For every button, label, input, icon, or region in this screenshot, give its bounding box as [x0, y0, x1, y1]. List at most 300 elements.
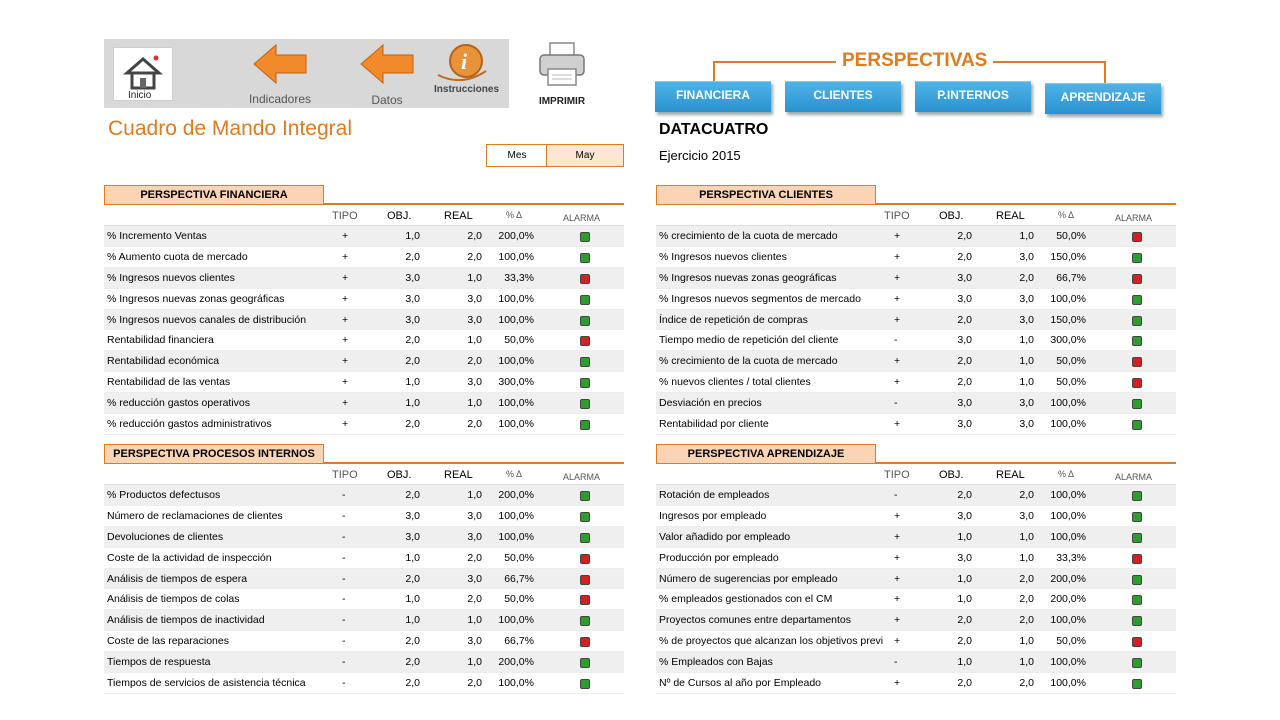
kpi-name: % reducción gastos administrativos [107, 418, 272, 431]
kpi-tipo: - [342, 614, 346, 627]
kpi-tipo: - [342, 551, 346, 564]
company-name: DATACUATRO [659, 121, 769, 138]
kpi-pct: 200,0% [1050, 572, 1086, 585]
kpi-obj: 3,0 [957, 509, 972, 522]
kpi-pct: 100,0% [498, 530, 534, 543]
kpi-pct: 200,0% [1050, 593, 1086, 606]
kpi-obj: 3,0 [957, 334, 972, 347]
col-alarma: ALARMA [1115, 213, 1153, 223]
table-row [104, 393, 624, 414]
kpi-name: Tiempos de servicios de asistencia técnica [107, 677, 306, 690]
alarm-green-icon [580, 232, 590, 242]
table-row [656, 414, 1176, 435]
alarm-red-icon [580, 595, 590, 605]
table-row [104, 548, 624, 569]
kpi-pct: 150,0% [1050, 250, 1086, 263]
table-row [656, 631, 1176, 652]
kpi-obj: 1,0 [957, 572, 972, 585]
kpi-tipo: + [342, 376, 349, 389]
col-real: REAL [996, 210, 1025, 222]
alarm-red-icon [580, 274, 590, 284]
table-row [104, 351, 624, 372]
alarm-red-icon [1132, 357, 1142, 367]
kpi-tipo: + [342, 355, 349, 368]
kpi-name: Rotación de empleados [659, 489, 770, 501]
panel-title: PERSPECTIVA APRENDIZAJE [656, 444, 876, 463]
table-row [656, 310, 1176, 331]
column-headers [656, 464, 1176, 485]
kpi-pct: 33,3% [1056, 551, 1086, 564]
column-headers [656, 205, 1176, 226]
kpi-obj: 2,0 [957, 635, 972, 648]
col-pct: % Δ [1058, 210, 1075, 220]
table-row [104, 673, 624, 694]
kpi-real: 2,0 [467, 230, 482, 242]
panel-title: PERSPECTIVA PROCESOS INTERNOS [104, 444, 324, 463]
kpi-real: 3,0 [467, 509, 482, 522]
kpi-pct: 100,0% [1050, 418, 1086, 431]
col-obj: OBJ. [387, 469, 412, 481]
kpi-tipo: + [894, 509, 901, 522]
perspective-clientes-button[interactable]: CLIENTES [785, 81, 901, 112]
kpi-tipo: - [342, 677, 346, 690]
kpi-obj: 3,0 [957, 271, 972, 284]
kpi-panel [104, 444, 624, 694]
kpi-name: % Ingresos nuevos clientes [107, 271, 235, 284]
alarm-green-icon [580, 316, 590, 326]
datos-button[interactable] [352, 43, 422, 107]
alarm-green-icon [1132, 295, 1142, 305]
kpi-tipo: + [342, 250, 349, 263]
kpi-real: 3,0 [1019, 397, 1034, 410]
panel-header [104, 444, 624, 464]
alarm-green-icon [1132, 679, 1142, 689]
kpi-obj: 1,0 [957, 593, 972, 606]
kpi-real: 3,0 [1019, 509, 1034, 522]
kpi-real: 1,0 [467, 656, 482, 669]
kpi-name: % Ingresos nuevas zonas geográficas [107, 292, 285, 305]
alarm-green-icon [580, 253, 590, 263]
kpi-obj: 3,0 [957, 292, 972, 305]
kpi-obj: 3,0 [405, 509, 420, 522]
alarm-green-icon [580, 491, 590, 501]
kpi-real: 1,0 [1019, 230, 1034, 242]
kpi-name: Rentabilidad de las ventas [107, 376, 231, 389]
table-row [104, 631, 624, 652]
kpi-tipo: + [894, 355, 901, 368]
kpi-tipo: + [894, 635, 901, 648]
kpi-name: Coste de la actividad de inspección [107, 551, 272, 564]
kpi-obj: 2,0 [405, 635, 420, 648]
table-row [104, 527, 624, 548]
kpi-name: Rentabilidad económica [107, 355, 220, 368]
kpi-tipo: - [342, 656, 346, 669]
kpi-pct: 100,0% [1050, 656, 1086, 669]
kpi-tipo: - [894, 489, 898, 501]
kpi-obj: 2,0 [405, 250, 420, 263]
panel-title: PERSPECTIVA CLIENTES [656, 185, 876, 204]
col-tipo: TIPO [884, 210, 910, 222]
kpi-tipo: + [894, 530, 901, 543]
datos-label: Datos [371, 93, 403, 107]
kpi-obj: 1,0 [405, 551, 420, 564]
kpi-name: % Aumento cuota de mercado [107, 250, 248, 263]
kpi-name: Nº de Cursos al año por Empleado [659, 677, 822, 690]
kpi-real: 3,0 [467, 635, 482, 648]
kpi-real: 1,0 [1019, 656, 1034, 669]
col-real: REAL [444, 210, 473, 222]
kpi-name: Número de reclamaciones de clientes [107, 509, 283, 522]
table-row [656, 485, 1176, 506]
kpi-pct: 50,0% [1056, 355, 1086, 368]
kpi-pct: 100,0% [498, 397, 534, 410]
kpi-real: 3,0 [1019, 313, 1034, 326]
kpi-pct: 100,0% [1050, 509, 1086, 522]
kpi-real: 2,0 [467, 418, 482, 431]
kpi-tipo: - [894, 397, 898, 410]
table-row [104, 372, 624, 393]
kpi-tipo: + [894, 614, 901, 627]
kpi-obj: 2,0 [405, 489, 420, 501]
kpi-obj: 3,0 [957, 551, 972, 564]
kpi-name: Tiempo medio de repetición del cliente [659, 334, 839, 347]
table-row [656, 610, 1176, 631]
alarm-green-icon [1132, 595, 1142, 605]
kpi-real: 3,0 [1019, 250, 1034, 263]
kpi-obj: 2,0 [405, 572, 420, 585]
kpi-tipo: + [342, 271, 349, 284]
kpi-tipo: - [342, 509, 346, 522]
kpi-name: Producción por empleado [659, 551, 779, 564]
table-row [656, 289, 1176, 310]
kpi-obj: 2,0 [957, 677, 972, 690]
svg-text:i: i [461, 49, 468, 74]
alarm-green-icon [580, 357, 590, 367]
kpi-obj: 1,0 [957, 656, 972, 669]
imprimir-label: IMPRIMIR [538, 96, 586, 107]
col-pct: % Δ [1058, 469, 1075, 479]
kpi-pct: 66,7% [504, 635, 534, 648]
kpi-panel [104, 185, 624, 435]
col-real: REAL [444, 469, 473, 481]
kpi-name: Análisis de tiempos de inactividad [107, 614, 265, 627]
kpi-real: 2,0 [1019, 271, 1034, 284]
kpi-obj: 3,0 [405, 271, 420, 284]
panel-header [104, 185, 624, 205]
column-headers [104, 464, 624, 485]
kpi-tipo: + [342, 418, 349, 431]
info-icon[interactable] [434, 43, 490, 87]
exercise-year: Ejercicio 2015 [659, 148, 741, 163]
kpi-obj: 2,0 [957, 376, 972, 389]
col-pct: % Δ [506, 210, 523, 220]
alarm-green-icon [1132, 658, 1142, 668]
kpi-real: 1,0 [1019, 551, 1034, 564]
kpi-name: Análisis de tiempos de espera [107, 572, 248, 585]
kpi-pct: 50,0% [1056, 230, 1086, 242]
alarm-red-icon [580, 554, 590, 564]
kpi-obj: 2,0 [957, 313, 972, 326]
kpi-obj: 2,0 [957, 250, 972, 263]
kpi-obj: 2,0 [405, 677, 420, 690]
table-row [656, 673, 1176, 694]
kpi-pct: 50,0% [1056, 376, 1086, 389]
kpi-obj: 2,0 [957, 489, 972, 501]
house-icon [123, 53, 163, 93]
indicadores-button[interactable] [244, 43, 316, 106]
kpi-real: 2,0 [467, 593, 482, 606]
kpi-tipo: + [342, 334, 349, 347]
instrucciones-label[interactable]: Instrucciones [434, 84, 500, 95]
alarm-red-icon [580, 637, 590, 647]
kpi-name: % nuevos clientes / total clientes [659, 376, 811, 389]
alarm-red-icon [1132, 637, 1142, 647]
kpi-real: 1,0 [1019, 355, 1034, 368]
kpi-name: % empleados gestionados con el CM [659, 593, 833, 606]
kpi-pct: 200,0% [498, 489, 534, 501]
kpi-name: Coste de las reparaciones [107, 635, 229, 648]
kpi-name: Tiempos de respuesta [107, 656, 211, 669]
kpi-name: Ingresos por empleado [659, 509, 767, 522]
alarm-green-icon [580, 378, 590, 388]
table-row [104, 289, 624, 310]
kpi-obj: 1,0 [405, 230, 420, 242]
kpi-tipo: + [894, 271, 901, 284]
kpi-tipo: + [342, 397, 349, 410]
table-row [656, 527, 1176, 548]
kpi-panel [656, 185, 1176, 435]
kpi-pct: 100,0% [1050, 292, 1086, 305]
kpi-pct: 150,0% [1050, 313, 1086, 326]
table-row [656, 372, 1176, 393]
kpi-tipo: - [342, 635, 346, 648]
kpi-pct: 100,0% [1050, 489, 1086, 501]
col-alarma: ALARMA [1115, 472, 1153, 482]
kpi-real: 1,0 [467, 614, 482, 627]
kpi-tipo: + [894, 230, 901, 242]
kpi-pct: 50,0% [504, 593, 534, 606]
alarm-red-icon [1132, 378, 1142, 388]
kpi-pct: 33,3% [504, 271, 534, 284]
kpi-name: % crecimiento de la cuota de mercado [659, 355, 838, 368]
kpi-pct: 100,0% [498, 355, 534, 368]
kpi-tipo: + [894, 292, 901, 305]
alarm-green-icon [1132, 512, 1142, 522]
alarm-red-icon [580, 575, 590, 585]
table-row [656, 569, 1176, 590]
kpi-pct: 100,0% [1050, 397, 1086, 410]
kpi-real: 1,0 [1019, 376, 1034, 389]
table-row [104, 652, 624, 673]
kpi-pct: 200,0% [498, 656, 534, 669]
table-row [656, 268, 1176, 289]
kpi-real: 1,0 [467, 271, 482, 284]
col-obj: OBJ. [939, 469, 964, 481]
alarm-red-icon [1132, 554, 1142, 564]
kpi-real: 2,0 [467, 355, 482, 368]
kpi-tipo: + [342, 230, 349, 242]
kpi-name: Desviación en precios [659, 397, 762, 410]
kpi-tipo: + [894, 376, 901, 389]
kpi-pct: 100,0% [498, 509, 534, 522]
kpi-real: 3,0 [1019, 418, 1034, 431]
table-row [656, 351, 1176, 372]
kpi-name: % crecimiento de la cuota de mercado [659, 230, 838, 242]
kpi-obj: 1,0 [957, 530, 972, 543]
table-row [656, 548, 1176, 569]
kpi-name: % Productos defectusos [107, 489, 221, 501]
table-row [656, 589, 1176, 610]
kpi-obj: 3,0 [405, 292, 420, 305]
kpi-tipo: - [342, 572, 346, 585]
col-tipo: TIPO [332, 210, 358, 222]
alarm-green-icon [580, 679, 590, 689]
kpi-tipo: - [342, 530, 346, 543]
alarm-green-icon [580, 295, 590, 305]
kpi-name: % Ingresos nuevas zonas geográficas [659, 271, 837, 284]
kpi-tipo: + [894, 313, 901, 326]
kpi-tipo: + [342, 313, 349, 326]
kpi-name: Devoluciones de clientes [107, 530, 224, 543]
table-row [656, 226, 1176, 247]
perspective-aprendizaje-button[interactable]: APRENDIZAJE [1045, 83, 1161, 114]
kpi-pct: 100,0% [1050, 530, 1086, 543]
kpi-name: Análisis de tiempos de colas [107, 593, 240, 606]
kpi-pct: 50,0% [504, 551, 534, 564]
kpi-obj: 1,0 [405, 593, 420, 606]
col-pct: % Δ [506, 469, 523, 479]
alarm-green-icon [580, 420, 590, 430]
kpi-obj: 2,0 [957, 614, 972, 627]
table-row [656, 330, 1176, 351]
kpi-obj: 2,0 [405, 656, 420, 669]
table-row [104, 485, 624, 506]
kpi-name: Índice de repetición de compras [659, 313, 808, 326]
perspectives-title: PERSPECTIVAS [836, 50, 993, 72]
kpi-pct: 100,0% [498, 250, 534, 263]
col-obj: OBJ. [939, 210, 964, 222]
kpi-tipo: + [894, 593, 901, 606]
col-obj: OBJ. [387, 210, 412, 222]
kpi-real: 3,0 [467, 572, 482, 585]
kpi-tipo: + [894, 677, 901, 690]
kpi-pct: 300,0% [498, 376, 534, 389]
home-label: Inicio [128, 90, 152, 101]
kpi-obj: 2,0 [405, 355, 420, 368]
table-row [104, 247, 624, 268]
kpi-pct: 66,7% [504, 572, 534, 585]
kpi-pct: 100,0% [498, 292, 534, 305]
kpi-name: % Incremento Ventas [107, 230, 207, 242]
kpi-tipo: + [894, 572, 901, 585]
kpi-obj: 2,0 [405, 418, 420, 431]
alarm-green-icon [580, 616, 590, 626]
kpi-panel [656, 444, 1176, 694]
kpi-obj: 3,0 [405, 313, 420, 326]
kpi-pct: 300,0% [1050, 334, 1086, 347]
table-row [104, 268, 624, 289]
kpi-tipo: - [342, 593, 346, 606]
kpi-pct: 100,0% [498, 614, 534, 627]
kpi-real: 3,0 [467, 376, 482, 389]
print-button[interactable] [534, 41, 590, 105]
kpi-obj: 3,0 [957, 397, 972, 410]
kpi-pct: 50,0% [1056, 635, 1086, 648]
alarm-green-icon [1132, 399, 1142, 409]
alarm-green-icon [580, 399, 590, 409]
kpi-real: 1,0 [1019, 334, 1034, 347]
indicadores-label: Indicadores [248, 92, 312, 106]
month-selector[interactable]: May [546, 144, 624, 167]
kpi-pct: 100,0% [498, 677, 534, 690]
column-headers [104, 205, 624, 226]
kpi-obj: 3,0 [957, 418, 972, 431]
kpi-name: % Ingresos nuevos clientes [659, 250, 787, 263]
kpi-real: 1,0 [1019, 530, 1034, 543]
kpi-real: 2,0 [467, 250, 482, 263]
col-real: REAL [996, 469, 1025, 481]
home-button[interactable] [113, 47, 173, 101]
kpi-name: % Ingresos nuevos canales de distribución [107, 313, 307, 326]
table-row [104, 330, 624, 351]
alarm-green-icon [580, 512, 590, 522]
navigation-toolbar [104, 39, 509, 108]
kpi-real: 2,0 [1019, 572, 1034, 585]
kpi-name: Número de sugerencias por empleado [659, 572, 838, 585]
table-row [656, 247, 1176, 268]
printer-icon [536, 41, 588, 89]
kpi-obj: 2,0 [957, 355, 972, 368]
col-alarma: ALARMA [563, 213, 601, 223]
alarm-green-icon [580, 533, 590, 543]
alarm-green-icon [1132, 491, 1142, 501]
perspective-pinternos-button[interactable]: P.INTERNOS [915, 81, 1031, 112]
kpi-real: 2,0 [1019, 614, 1034, 627]
alarm-red-icon [1132, 274, 1142, 284]
kpi-real: 2,0 [467, 677, 482, 690]
kpi-tipo: + [894, 250, 901, 263]
kpi-name: % de proyectos que alcanzan los objetivos previ [659, 635, 884, 648]
kpi-name: Rentabilidad financiera [107, 334, 214, 347]
kpi-pct: 50,0% [504, 334, 534, 347]
kpi-obj: 2,0 [957, 230, 972, 242]
kpi-real: 2,0 [467, 551, 482, 564]
perspective-financiera-button[interactable]: FINANCIERA [655, 81, 771, 112]
kpi-pct: 100,0% [498, 313, 534, 326]
kpi-real: 3,0 [467, 530, 482, 543]
kpi-tipo: - [894, 334, 898, 347]
kpi-tipo: - [894, 656, 898, 669]
kpi-obj: 1,0 [405, 376, 420, 389]
alarm-green-icon [1132, 420, 1142, 430]
col-alarma: ALARMA [563, 472, 601, 482]
kpi-real: 2,0 [1019, 593, 1034, 606]
panel-header [656, 444, 1176, 464]
kpi-name: % Ingresos nuevos segmentos de mercado [659, 292, 861, 305]
table-row [656, 506, 1176, 527]
arrow-left-icon [359, 43, 415, 85]
table-row [656, 393, 1176, 414]
col-tipo: TIPO [884, 469, 910, 481]
kpi-pct: 66,7% [1056, 271, 1086, 284]
col-tipo: TIPO [332, 469, 358, 481]
table-row [104, 589, 624, 610]
table-row [104, 226, 624, 247]
kpi-pct: 100,0% [1050, 614, 1086, 627]
arrow-left-icon [252, 43, 308, 85]
kpi-tipo: + [894, 418, 901, 431]
kpi-pct: 100,0% [1050, 677, 1086, 690]
